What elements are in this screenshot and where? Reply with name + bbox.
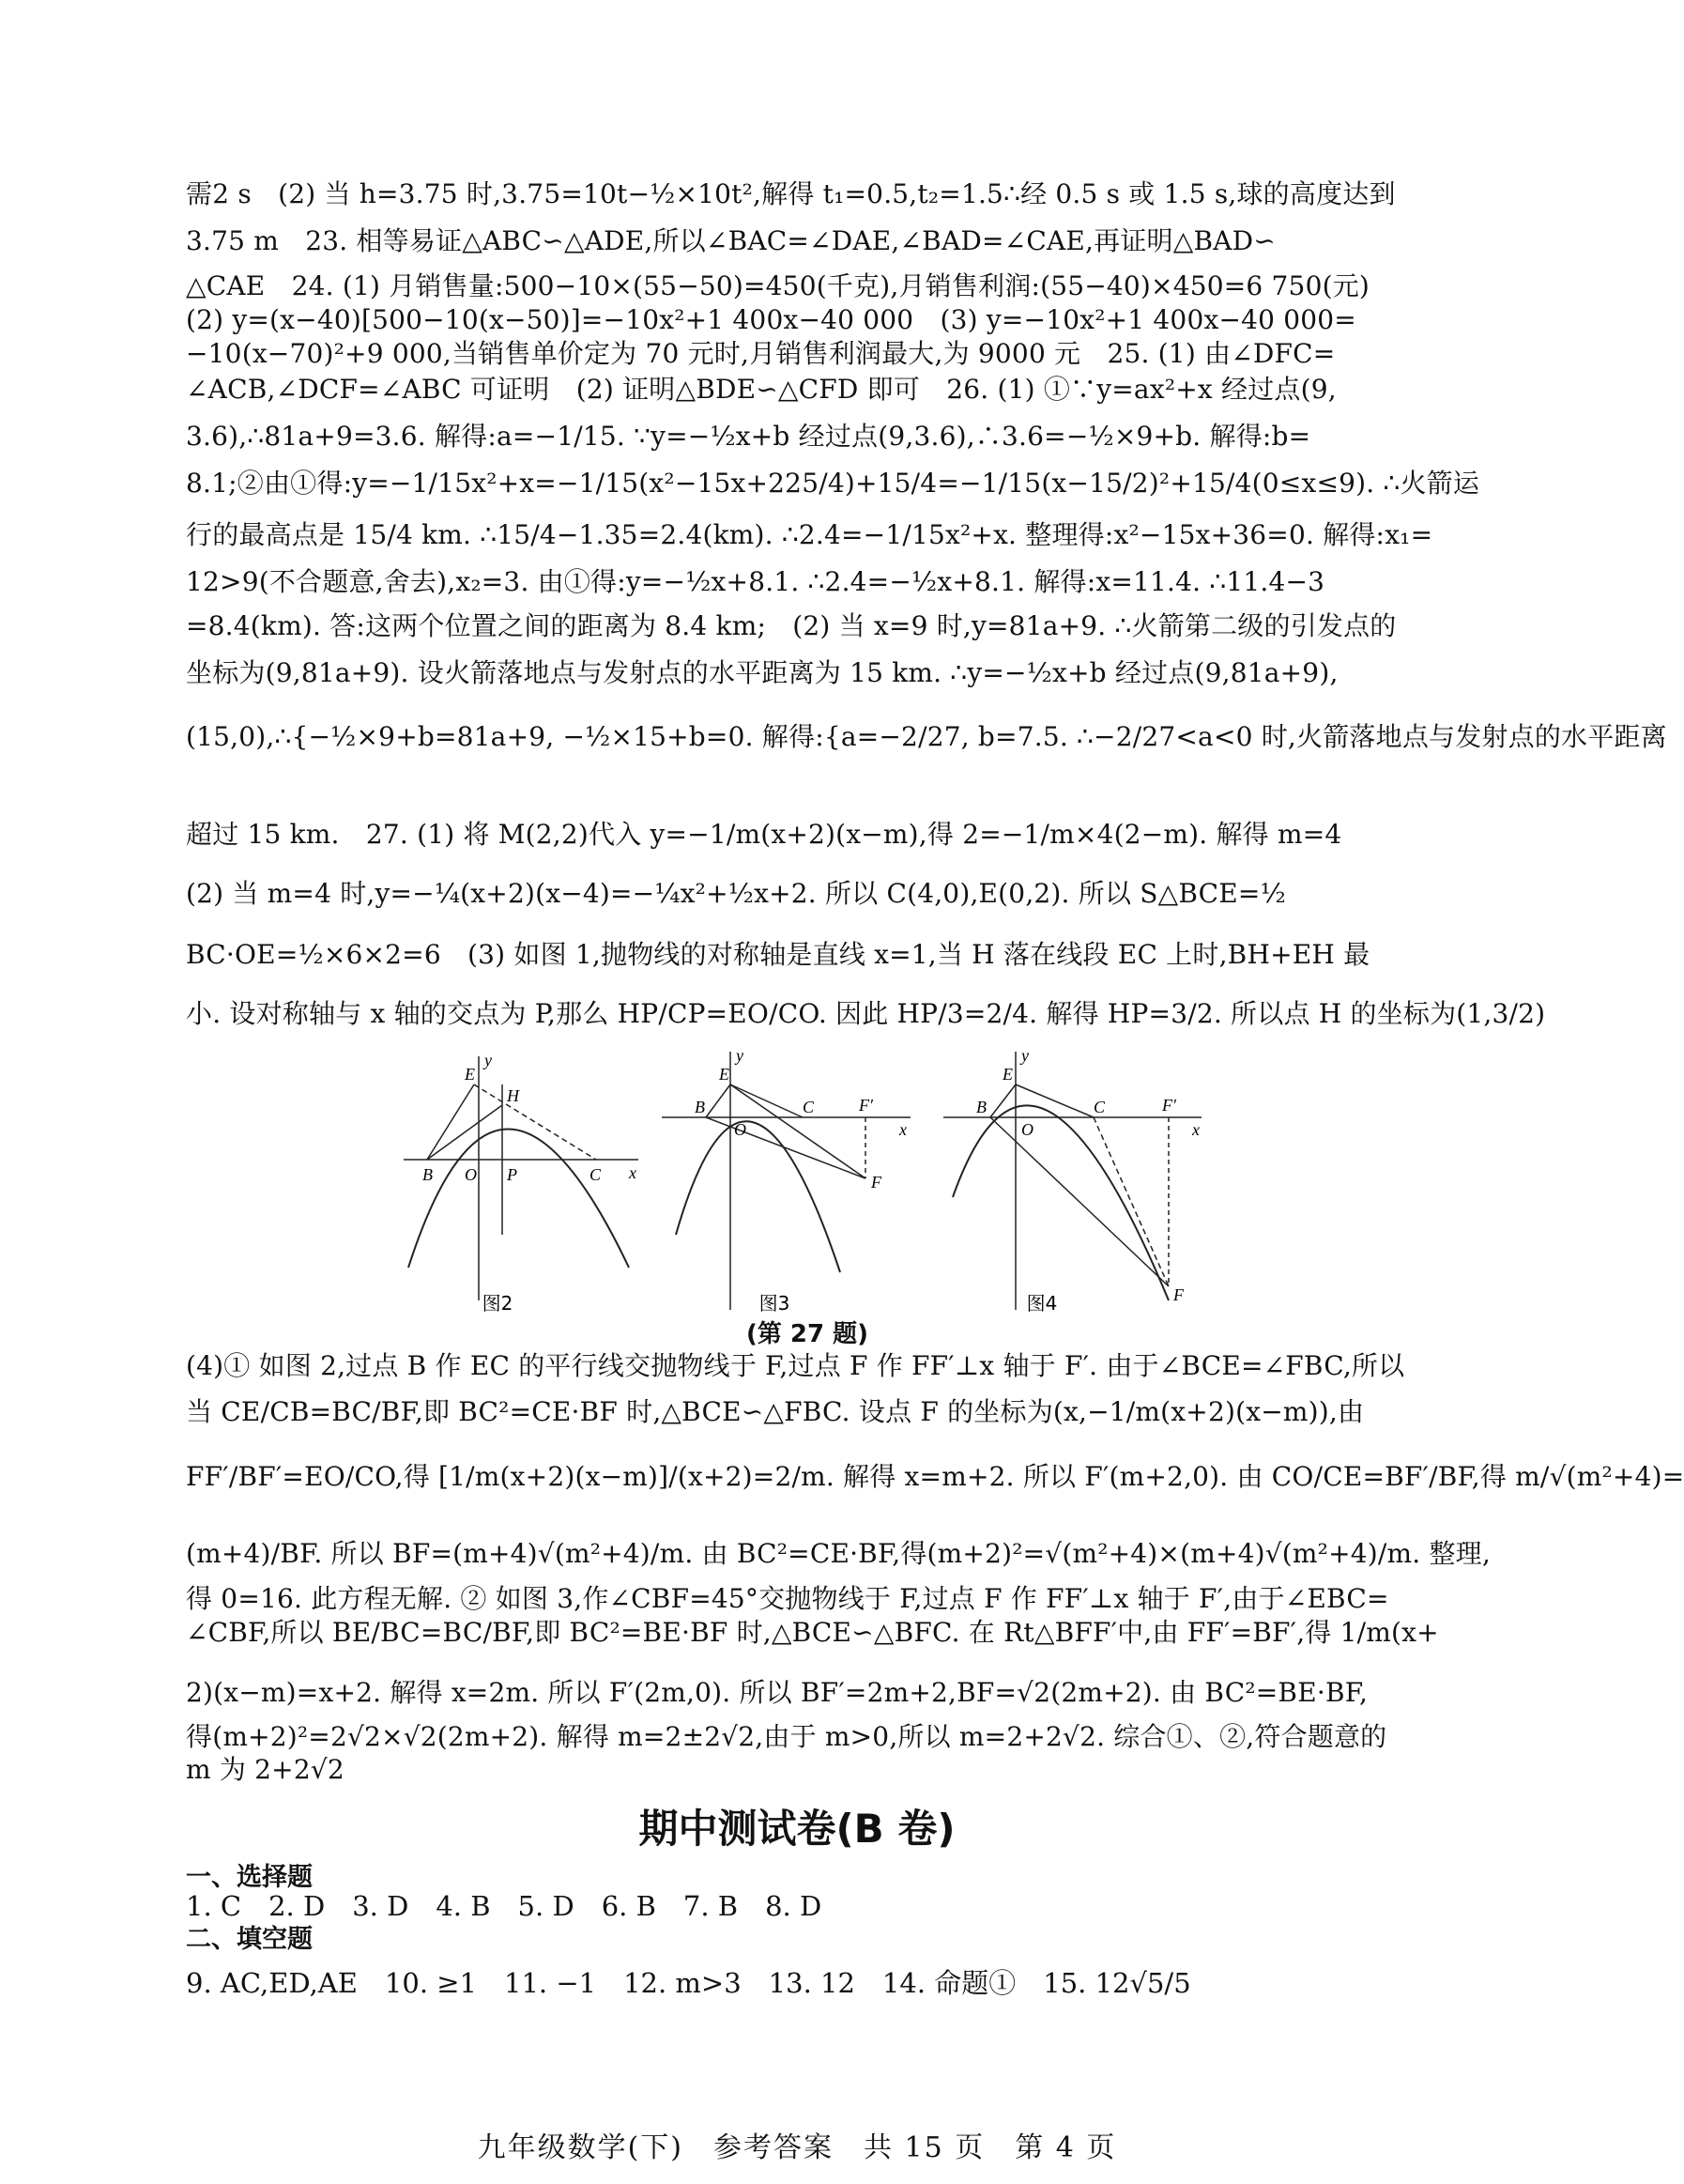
answer-line: (4)① 如图 2,过点 B 作 EC 的平行线交抛物线于 F,过点 F 作 FF′⊥x 轴于 F′. 由于∠BCE=∠FBC,所以 [186,1350,1405,1381]
fig4-label-c: C [1094,1098,1106,1116]
answer-line: BC·OE=½×6×2=6 (3) 如图 1,抛物线的对称轴是直线 x=1,当 H 落在线段 EC 上时,BH+EH 最 [186,939,1370,970]
fig4-label-e: E [1003,1065,1013,1084]
fig2-label-h: H [507,1086,519,1105]
answer-line: 得 0=16. 此方程无解. ② 如图 3,作∠CBF=45°交抛物线于 F,过点 F 作 FF′⊥x 轴于 F′,由于∠EBC= [186,1583,1389,1614]
answer-line: ∠CBF,所以 BE/BC=BC/BF,即 BC²=BE·BF 时,△BCE∽△BFC. 在 Rt△BFF′中,由 FF′=BF′,得 1/m(x+ [186,1617,1439,1648]
fig3-label-f-prime: F′ [859,1096,873,1115]
answer-line: (2) 当 m=4 时,y=−¼(x+2)(x−4)=−¼x²+½x+2. 所以 C(4,0),E(0,2). 所以 S△BCE=½ [186,878,1286,909]
choice-heading: 一、选择题 [186,1863,313,1892]
answer-line: (2) y=(x−40)[500−10(x−50)]=−10x²+1 400x−40 000 (3) y=−10x²+1 400x−40 000= [186,304,1356,335]
fig3-label-x: x [899,1120,907,1139]
fill-heading: 二、填空题 [186,1925,313,1954]
fig4-label-x: x [1192,1120,1200,1139]
fig2-title: 图2 [482,1292,513,1315]
answer-line: 3.6),∴81a+9=3.6. 解得:a=−1/15. ∵y=−½x+b 经过点(9,3.6),∴3.6=−½×9+b. 解得:b= [186,421,1311,452]
answer-line: 小. 设对称轴与 x 轴的交点为 P,那么 HP/CP=EO/CO. 因此 HP/3=2/4. 解得 HP=3/2. 所以点 H 的坐标为(1,3/2) [186,998,1546,1029]
answer-line: 行的最高点是 15/4 km. ∴15/4−1.35=2.4(km). ∴2.4=−1/15x²+x. 整理得:x²−15x+36=0. 解得:x₁= [186,519,1433,550]
fig2-label-c: C [589,1165,602,1184]
answer-line: ∠ACB,∠DCF=∠ABC 可证明 (2) 证明△BDE∽△CFD 即可 26. (1) ①∵y=ax²+x 经过点(9, [186,374,1337,405]
fig3-label-y: y [736,1046,743,1065]
fig3-label-c: C [803,1098,815,1116]
fig3-label-e: E [719,1065,729,1084]
answer-line: 需2 s (2) 当 h=3.75 时,3.75=10t−½×10t²,解得 t₁=0.5,t₂=1.5∴经 0.5 s 或 1.5 s,球的高度达到 [186,178,1396,209]
fig2-label-p: P [507,1165,517,1184]
fig3-label-b: B [695,1098,705,1116]
section-title: 期中测试卷(B 卷) [638,1806,956,1852]
answer-line: 得(m+2)²=2√2×√2(2m+2). 解得 m=2±2√2,由于 m>0,所以 m=2+2√2. 综合①、②,符合题意的 [186,1721,1387,1752]
page-footer: 九年级数学(下) 参考答案 共 15 页 第 4 页 [477,2131,1117,2164]
fig2-label-b: B [422,1165,433,1184]
answer-line: 3.75 m 23. 相等易证△ABC∽△ADE,所以∠BAC=∠DAE,∠BAD=∠CAE,再证明△BAD∽ [186,225,1276,256]
fill-answers: 9. AC,ED,AE 10. ≥1 11. −1 12. m>3 13. 12 14. 命题① 15. 12√5/5 [186,1967,1191,1999]
answer-line: (m+4)/BF. 所以 BF=(m+4)√(m²+4)/m. 由 BC²=CE·BF,得(m+2)²=√(m²+4)×(m+4)√(m²+4)/m. 整理, [186,1538,1491,1569]
fig2-label-o: O [465,1165,477,1184]
answer-line: 12>9(不合题意,舍去),x₂=3. 由①得:y=−½x+8.1. ∴2.4=−½x+8.1. 解得:x=11.4. ∴11.4−3 [186,566,1325,597]
answer-line: m 为 2+2√2 [186,1754,344,1785]
fig2-label-y: y [484,1051,492,1069]
fig4-label-b: B [976,1098,987,1116]
fig4-label-y: y [1021,1046,1029,1065]
answer-line: (15,0),∴{−½×9+b=81a+9, −½×15+b=0. 解得:{a=−2/27, b=7.5. ∴−2/27<a<0 时,火箭落地点与发射点的水平距离 [186,721,1667,752]
figure-group-27 [394,1047,1211,1329]
fig3-label-f: F [871,1173,881,1192]
figure-4 [939,1047,1211,1319]
figure-3 [657,1047,920,1319]
fig4-title: 图4 [1026,1292,1058,1315]
answer-line: FF′/BF′=EO/CO,得 [1/m(x+2)(x−m)]/(x+2)=2/m. 解得 x=m+2. 所以 F′(m+2,0). 由 CO/CE=BF′/BF,得 m/√(m²+4)= [186,1461,1684,1492]
answer-line: 2)(x−m)=x+2. 解得 x=2m. 所以 F′(2m,0). 所以 BF′=2m+2,BF=√2(2m+2). 由 BC²=BE·BF, [186,1677,1369,1708]
answer-line: 当 CE/CB=BC/BF,即 BC²=CE·BF 时,△BCE∽△FBC. 设点 F 的坐标为(x,−1/m(x+2)(x−m)),由 [186,1396,1365,1427]
answer-line: −10(x−70)²+9 000,当销售单价定为 70 元时,月销售利润最大,为 9000 元 25. (1) 由∠DFC= [186,338,1336,369]
choice-answers: 1. C 2. D 3. D 4. B 5. D 6. B 7. B 8. D [186,1890,822,1922]
fig2-label-x: x [629,1163,636,1182]
fig4-label-f: F [1173,1285,1184,1304]
answer-line: 超过 15 km. 27. (1) 将 M(2,2)代入 y=−1/m(x+2)(x−m),得 2=−1/m×4(2−m). 解得 m=4 [186,819,1342,850]
fig4-label-f-prime: F′ [1162,1096,1176,1115]
fig2-label-e: E [465,1065,475,1084]
figure-caption: (第 27 题) [745,1320,869,1348]
fig3-label-o: O [734,1120,746,1139]
fig3-title: 图3 [758,1292,790,1315]
answer-line: =8.4(km). 答:这两个位置之间的距离为 8.4 km; (2) 当 x=9 时,y=81a+9. ∴火箭第二级的引发点的 [186,610,1397,641]
answer-line: 8.1;②由①得:y=−1/15x²+x=−1/15(x²−15x+225/4)+15/4=−1/15(x−15/2)²+15/4(0≤x≤9). ∴火箭运 [186,468,1480,499]
fig4-label-o: O [1021,1120,1033,1139]
answer-line: 坐标为(9,81a+9). 设火箭落地点与发射点的水平距离为 15 km. ∴y=−½x+b 经过点(9,81a+9), [186,657,1339,688]
figure-2 [394,1047,648,1319]
answer-line: △CAE 24. (1) 月销售量:500−10×(55−50)=450(千克),月销售利润:(55−40)×450=6 750(元) [186,270,1370,301]
